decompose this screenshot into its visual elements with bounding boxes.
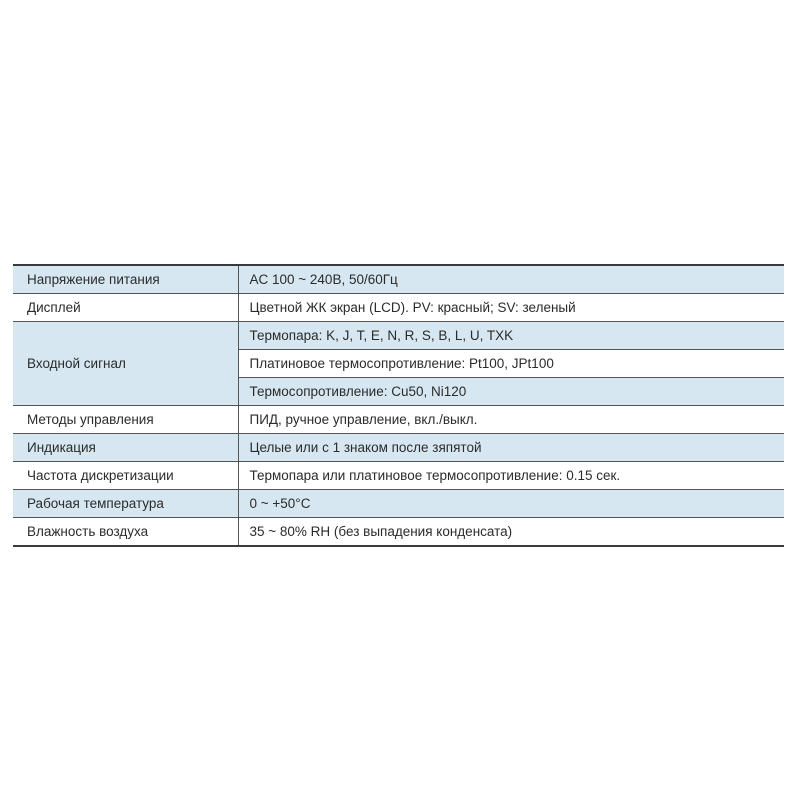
table-row	[13, 406, 784, 434]
row-value-display: Цветной ЖК экран (LCD). PV: красный; SV: зеленый	[238, 294, 784, 322]
table-row	[13, 490, 784, 518]
row-value-humidity: 35 ~ 80% RH (без выпадения конденсата)	[238, 518, 784, 547]
row-label-sampling-rate: Частота дискретизации	[13, 462, 238, 490]
row-value-operating-temperature: 0 ~ +50°C	[238, 490, 784, 518]
row-value-sampling-rate: Термопара или платиновое термосопротивление: 0.15 сек.	[238, 462, 784, 490]
row-label-input-signal: Входной сигнал	[13, 322, 238, 406]
table-row	[13, 434, 784, 462]
row-value-input-platinum-rtd: Платиновое термосопротивление: Pt100, JPt100	[238, 350, 784, 378]
row-value-indication: Целые или с 1 знаком после зяпятой	[238, 434, 784, 462]
row-label-indication: Индикация	[13, 434, 238, 462]
row-value-control-methods: ПИД, ручное управление, вкл./выкл.	[238, 406, 784, 434]
row-value-power-supply: AC 100 ~ 240В, 50/60Гц	[238, 265, 784, 294]
row-label-humidity: Влажность воздуха	[13, 518, 238, 547]
row-label-power-supply: Напряжение питания	[13, 265, 238, 294]
table-row	[13, 462, 784, 490]
row-label-display: Дисплей	[13, 294, 238, 322]
table-row	[13, 294, 784, 322]
row-label-operating-temperature: Рабочая температура	[13, 490, 238, 518]
row-value-input-resistance: Термосопротивление: Cu50, Ni120	[238, 378, 784, 406]
table-row	[13, 322, 784, 350]
row-value-input-thermocouple: Термопара: K, J, T, E, N, R, S, B, L, U, TXK	[238, 322, 784, 350]
specifications-table	[13, 264, 784, 547]
row-label-control-methods: Методы управления	[13, 406, 238, 434]
table-row	[13, 518, 784, 547]
table-row	[13, 265, 784, 294]
